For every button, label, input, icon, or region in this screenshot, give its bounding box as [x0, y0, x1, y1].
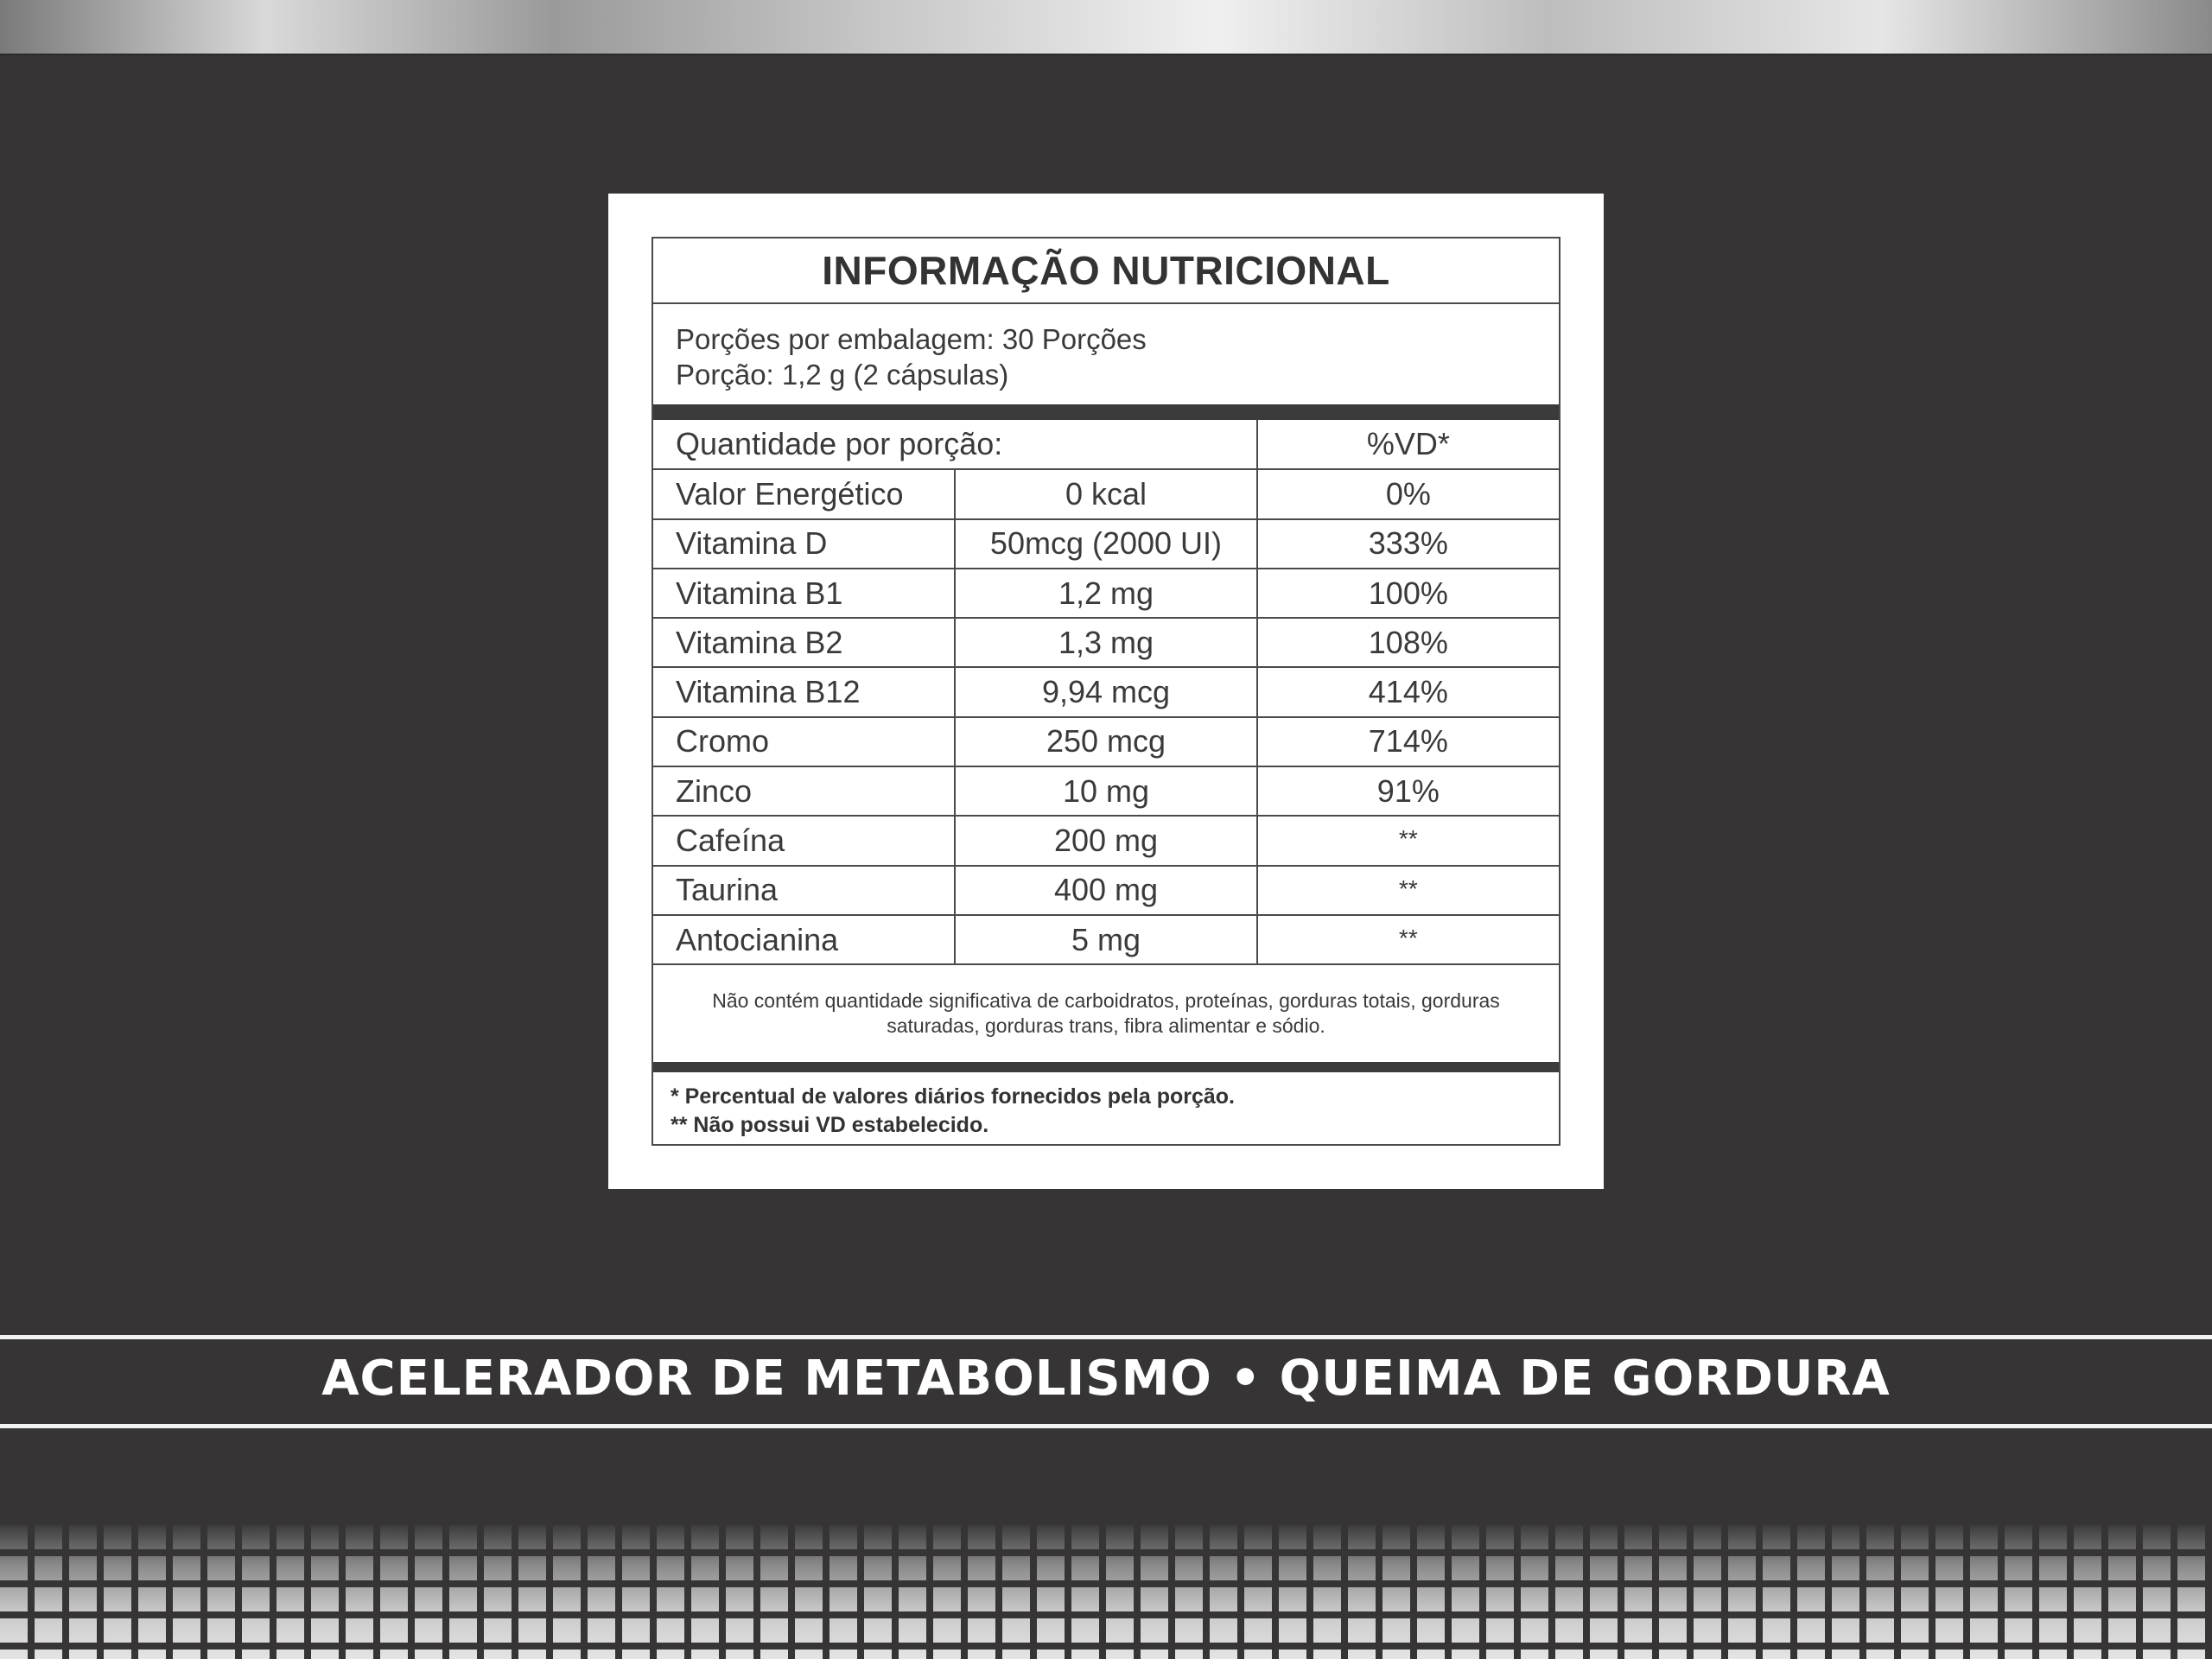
- nutrition-note: Não contém quantidade significativa de carboidratos, proteínas, gorduras totais, gorduras saturadas, gorduras trans, fibra alimentar e sódio.: [712, 989, 1500, 1038]
- table-row: [653, 816, 1559, 865]
- nutrient-name: Vitamina B12: [653, 667, 955, 716]
- nutrition-facts-label: [652, 237, 1560, 1146]
- nutrient-vd: 714%: [1257, 717, 1559, 766]
- nutrient-amount: 200 mg: [955, 816, 1256, 865]
- nutrient-vd: 108%: [1257, 618, 1559, 667]
- nutrient-vd: 100%: [1257, 569, 1559, 618]
- portions-per-package: Porções por embalagem: 30 Porções: [676, 323, 1147, 355]
- nutrient-vd: 333%: [1257, 519, 1559, 569]
- table-row: [653, 469, 1559, 518]
- table-row: [653, 667, 1559, 716]
- nutrient-vd: 91%: [1257, 766, 1559, 816]
- label-title: INFORMAÇÃO NUTRICIONAL: [653, 238, 1559, 304]
- nutrient-vd: **: [1257, 816, 1559, 865]
- nutrient-name: Vitamina B1: [653, 569, 955, 618]
- nutrient-vd: 414%: [1257, 667, 1559, 716]
- nutrient-name: Cafeína: [653, 816, 955, 865]
- nutrition-table: [653, 420, 1559, 965]
- table-row: [653, 519, 1559, 569]
- decorative-grid-pattern: [0, 1525, 2212, 1659]
- top-metallic-band: [0, 0, 2212, 55]
- nutrient-amount: 9,94 mcg: [955, 667, 1256, 716]
- nutrient-amount: 250 mcg: [955, 717, 1256, 766]
- nutrient-vd: 0%: [1257, 469, 1559, 518]
- nutrient-amount: 0 kcal: [955, 469, 1256, 518]
- nutrient-vd: **: [1257, 915, 1559, 964]
- divider-bar: [653, 404, 1559, 420]
- portion-size: Porção: 1,2 g (2 cápsulas): [676, 359, 1009, 391]
- nutrient-name: Valor Energético: [653, 469, 955, 518]
- table-row: [653, 915, 1559, 964]
- footnotes: [653, 1072, 1559, 1140]
- nutrient-name: Vitamina B2: [653, 618, 955, 667]
- nutrient-amount: 400 mg: [955, 866, 1256, 915]
- nutrient-amount: 1,3 mg: [955, 618, 1256, 667]
- table-row: [653, 717, 1559, 766]
- nutrient-vd: **: [1257, 866, 1559, 915]
- table-row: [653, 618, 1559, 667]
- slogan: ACELERADOR DE METABOLISMO • QUEIMA DE GORDURA: [321, 1350, 1891, 1407]
- nutrient-amount: 5 mg: [955, 915, 1256, 964]
- header-quantity: Quantidade por porção:: [653, 420, 1257, 469]
- nutrient-name: Vitamina D: [653, 519, 955, 569]
- divider-bar-bottom: [653, 1062, 1559, 1072]
- table-row: [653, 866, 1559, 915]
- separator-line-bottom: [0, 1424, 2212, 1428]
- table-row: [653, 766, 1559, 816]
- table-header-row: [653, 420, 1559, 469]
- nutrient-amount: 50mcg (2000 UI): [955, 519, 1256, 569]
- nutrition-card: [608, 194, 1604, 1189]
- header-vd: %VD*: [1257, 420, 1559, 469]
- nutrient-name: Taurina: [653, 866, 955, 915]
- portions-info: [653, 304, 1559, 404]
- table-row: [653, 569, 1559, 618]
- nutrient-name: Zinco: [653, 766, 955, 816]
- nutrient-amount: 10 mg: [955, 766, 1256, 816]
- footnote-no-vd: ** Não possui VD estabelecido.: [671, 1113, 989, 1138]
- nutrient-amount: 1,2 mg: [955, 569, 1256, 618]
- nutrient-name: Cromo: [653, 717, 955, 766]
- nutrient-name: Antocianina: [653, 915, 955, 964]
- footnote-vd: * Percentual de valores diários fornecidos pela porção.: [671, 1084, 1236, 1109]
- separator-line-top: [0, 1335, 2212, 1339]
